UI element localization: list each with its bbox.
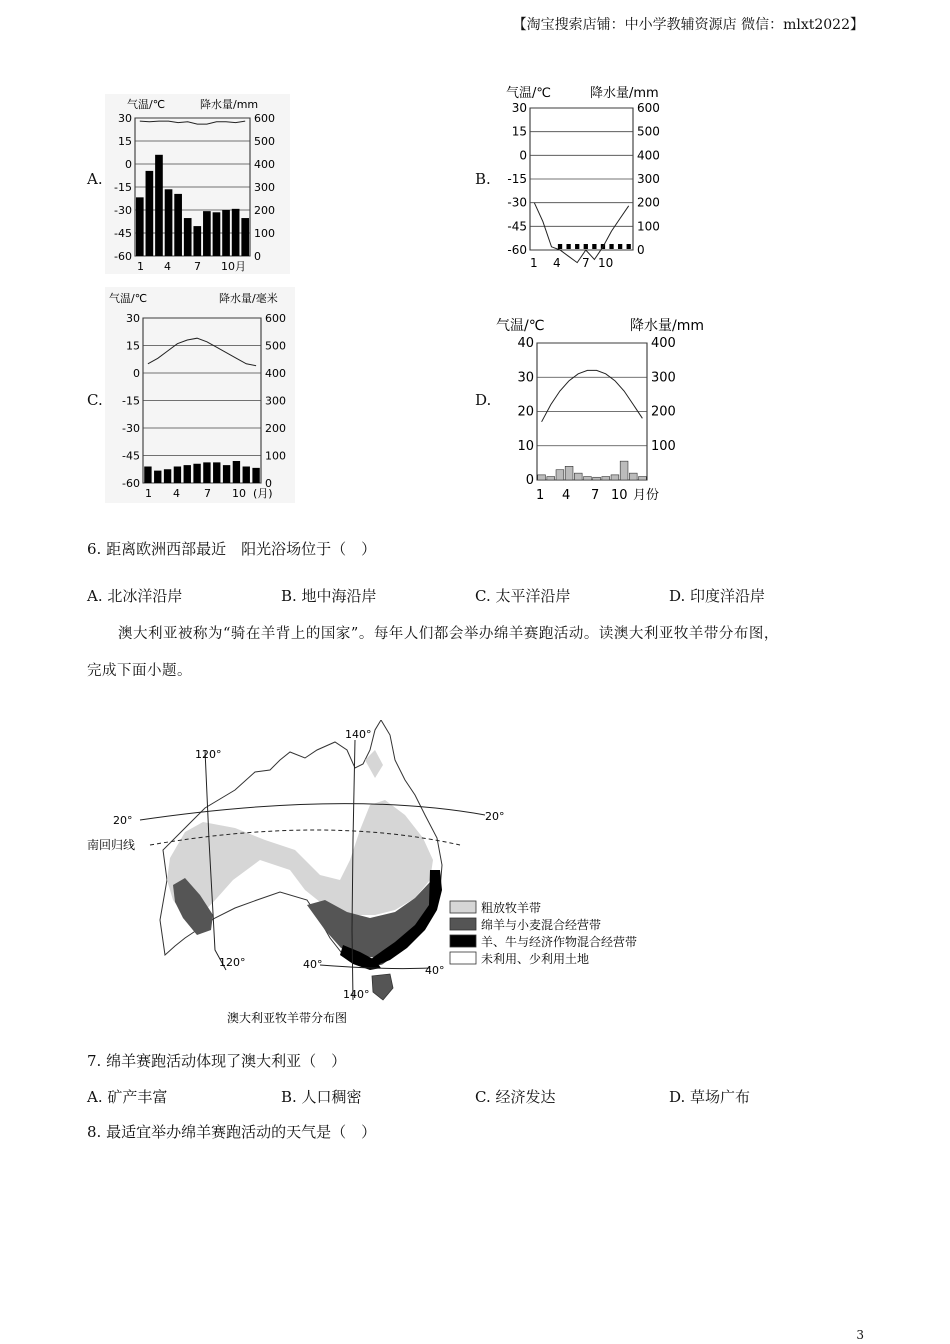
chart-c-xtick: 1 (145, 487, 152, 500)
chart-a-precip-tick: 300 (254, 181, 275, 194)
q6-option-a[interactable]: A. 北冰洋沿岸 (87, 587, 183, 605)
chart-a-temp-tick: 0 (125, 158, 132, 171)
chart-a-temp-tick: -60 (114, 250, 132, 263)
precip-bar (547, 477, 555, 480)
precip-bar (174, 467, 181, 484)
q6-option-c[interactable]: C. 太平洋沿岸 (475, 587, 571, 605)
chart-b-xtick: 7 (582, 256, 590, 270)
precip-bar (193, 226, 201, 256)
precip-bar (592, 244, 596, 249)
tropic-label: 南回归线 (87, 838, 136, 852)
legend-extensive: 粗放牧羊带 (481, 901, 542, 915)
map-label: 140° (345, 728, 372, 741)
chart-d-xtick: 4 (562, 488, 571, 503)
precip-bar (193, 464, 200, 483)
chart-b-temp-tick: 15 (511, 124, 527, 139)
legend-sheep-wheat: 绵羊与小麦混合经营带 (481, 918, 602, 932)
chart-b-temp-tick: 30 (511, 101, 527, 115)
chart-c-temp-tick: -30 (122, 422, 140, 435)
chart-a-temp-tick: -45 (114, 227, 132, 240)
chart-b-temp-tick: 0 (519, 148, 527, 163)
question-7: 7. 绵羊赛跑活动体现了澳大利亚（ ） (87, 1052, 347, 1070)
precip-bar (620, 461, 628, 480)
chart-d-precip-tick: 300 (651, 370, 676, 386)
passage-line-2: 完成下面小题。 (87, 663, 192, 679)
map-label: 120° (195, 748, 222, 761)
map-label: 40° (303, 958, 323, 971)
chart-c-xtick: 10 (232, 487, 246, 500)
question-8: 8. 最适宜举办绵羊赛跑活动的天气是（ ） (87, 1123, 377, 1141)
legend-swatch-extensive (450, 901, 476, 913)
chart-b-precip-label: 降水量/mm (590, 86, 659, 101)
precip-bar (565, 466, 573, 480)
chart-d-precip-tick: 200 (651, 404, 676, 420)
precip-bar (223, 465, 230, 483)
chart-c-precip-tick: 500 (265, 339, 286, 353)
chart-d-temp-label: 气温/℃ (496, 318, 545, 334)
precip-bar (213, 462, 220, 483)
chart-a-precip-tick: 400 (254, 158, 275, 171)
chart-c-precip-label: 降水量/毫米 (219, 292, 278, 305)
map-label: 20° (485, 810, 505, 823)
question-6: 6. 距离欧洲西部最近 阳光浴场位于（ ） (87, 540, 377, 558)
precip-bar (639, 477, 647, 480)
map-label: 140° (343, 988, 370, 1001)
precip-bar (584, 477, 592, 480)
map-label: 20° (113, 814, 133, 827)
chart-b-precip-tick: 400 (637, 148, 660, 163)
precip-bar (593, 477, 601, 480)
chart-d-xtick: 10 (611, 488, 628, 503)
chart-c-temp-tick: 30 (126, 312, 140, 325)
chart-b-temp-label: 气温/℃ (506, 86, 551, 101)
chart-b-temp-tick: -45 (507, 219, 527, 234)
legend-unused: 未利用、少利用土地 (481, 952, 590, 966)
chart-d-temp-tick: 40 (517, 336, 534, 351)
precip-bar (203, 211, 211, 256)
precip-bar (584, 244, 588, 249)
temperature-line (534, 203, 628, 263)
chart-a-xtick: 4 (164, 260, 171, 273)
precip-bar (627, 244, 631, 249)
climate-chart-d (490, 310, 720, 506)
chart-b-precip-tick: 600 (637, 101, 660, 115)
precip-bar (233, 461, 240, 483)
chart-b-xtick: 10 (598, 256, 614, 270)
precip-bar (243, 467, 250, 484)
chart-b-xtick: 1 (530, 256, 538, 270)
australia-sheep-map (85, 720, 685, 1030)
chart-c-temp-tick: 15 (126, 339, 140, 353)
precip-bar (629, 473, 637, 480)
chart-c-precip-tick: 100 (265, 449, 286, 463)
chart-b-precip-tick: 100 (637, 219, 660, 234)
chart-d-temp-tick: 10 (517, 438, 534, 454)
chart-c-temp-tick: -15 (122, 394, 140, 408)
chart-d-precip-tick: 400 (651, 336, 676, 351)
map-label: 120° (219, 956, 246, 969)
option-b-label: B. (475, 170, 491, 188)
chart-a-xtick: 1 (137, 260, 144, 273)
precip-bar (618, 244, 622, 249)
precip-bar (566, 244, 570, 249)
page-header: 【淘宝搜索店铺：中小学教辅资源店 微信：mlxt2022】 (512, 17, 864, 33)
climate-chart-c (105, 287, 295, 503)
precip-bar (609, 244, 613, 249)
precip-bar (184, 465, 191, 483)
chart-c-precip-tick: 200 (265, 422, 286, 435)
chart-c-xtick: (月) (253, 487, 273, 500)
q7-option-b[interactable]: B. 人口稠密 (281, 1088, 362, 1106)
q6-option-d[interactable]: D. 印度洋沿岸 (669, 587, 766, 605)
chart-c-precip-tick: 0 (265, 477, 272, 490)
chart-a-precip-tick: 500 (254, 135, 275, 148)
precip-bar (538, 475, 546, 480)
chart-d-xtick: 7 (591, 488, 600, 503)
chart-c-xtick: 7 (204, 487, 211, 500)
chart-a-precip-tick: 100 (254, 227, 275, 240)
chart-c-xtick: 4 (173, 487, 180, 500)
precip-bar (556, 470, 564, 480)
climate-chart-a (105, 94, 290, 274)
precip-bar (213, 212, 221, 256)
chart-d-temp-tick: 20 (517, 404, 534, 420)
chart-d-precip-label: 降水量/mm (630, 318, 704, 334)
legend-mixed: 羊、牛与经济作物混合经营带 (481, 935, 638, 949)
chart-a-precip-tick: 0 (254, 250, 261, 263)
q7-option-d[interactable]: D. 草场广布 (669, 1088, 751, 1106)
chart-c-temp-label: 气温/℃ (109, 292, 148, 305)
chart-d-temp-tick: 0 (525, 473, 534, 488)
chart-a-precip-label: 降水量/mm (200, 98, 259, 111)
chart-a-temp-tick: 15 (118, 135, 132, 148)
legend-swatch-unused (450, 952, 476, 964)
page-number: 3 (856, 1328, 864, 1342)
q7-option-c[interactable]: C. 经济发达 (475, 1088, 556, 1106)
precip-bar (164, 469, 171, 483)
precip-bar (558, 244, 562, 249)
precip-bar (232, 209, 240, 256)
chart-c-temp-tick: -45 (122, 449, 140, 463)
temperature-line (542, 370, 643, 421)
precip-bar (154, 471, 161, 483)
q7-option-a[interactable]: A. 矿产丰富 (87, 1088, 168, 1106)
precip-bar (252, 468, 259, 483)
chart-a-precip-tick: 600 (254, 112, 275, 125)
map-caption: 澳大利亚牧羊带分布图 (227, 1011, 348, 1025)
chart-b-temp-tick: -15 (507, 172, 527, 186)
precip-bar (611, 475, 619, 480)
chart-b-xtick: 4 (553, 256, 561, 270)
precip-bar (203, 462, 210, 483)
chart-a-precip-tick: 200 (254, 204, 275, 217)
chart-a-temp-tick: 30 (118, 112, 132, 125)
chart-a-xtick: 7 (194, 260, 201, 273)
chart-a-temp-label: 气温/℃ (127, 98, 166, 111)
q6-option-b[interactable]: B. 地中海沿岸 (281, 587, 377, 605)
map-label: 40° (425, 964, 445, 977)
chart-b-precip-tick: 0 (637, 243, 645, 257)
chart-c-precip-tick: 600 (265, 312, 286, 325)
chart-c-precip-tick: 300 (265, 394, 286, 408)
precip-bar (222, 210, 230, 256)
option-d-label: D. (475, 391, 492, 409)
climate-chart-b (500, 80, 675, 275)
precip-bar (575, 244, 579, 249)
chart-b-temp-tick: -60 (507, 243, 527, 257)
chart-b-precip-tick: 200 (637, 195, 660, 210)
chart-a-xtick: 10月 (221, 260, 246, 273)
precip-bar (136, 197, 144, 256)
precip-bar (165, 189, 173, 256)
chart-d-temp-tick: 30 (517, 370, 534, 386)
chart-a-temp-tick: -30 (114, 204, 132, 217)
chart-b-precip-tick: 300 (637, 172, 660, 186)
option-c-label: C. (87, 391, 103, 409)
chart-b-temp-tick: -30 (507, 195, 527, 210)
precip-bar (174, 194, 182, 256)
legend-swatch-mixed (450, 935, 476, 947)
precip-bar (144, 467, 151, 484)
chart-b-precip-tick: 500 (637, 124, 660, 139)
chart-c-temp-tick: -60 (122, 477, 140, 490)
chart-c-precip-tick: 400 (265, 367, 286, 380)
chart-a-temp-tick: -15 (114, 181, 132, 194)
precip-bar (602, 477, 610, 480)
passage-line-1: 澳大利亚被称为“骑在羊背上的国家”。每年人们都会举办绵羊赛跑活动。读澳大利亚牧羊带分布图， (118, 626, 779, 642)
chart-c-temp-tick: 0 (133, 367, 140, 380)
precip-bar (184, 218, 192, 256)
precip-bar (241, 218, 249, 256)
legend-swatch-sheep-wheat (450, 918, 476, 930)
chart-d-xtick: 月份 (633, 488, 660, 503)
precip-bar (155, 155, 163, 256)
precip-bar (146, 171, 154, 256)
precip-bar (574, 473, 582, 480)
chart-d-xtick: 1 (536, 488, 545, 503)
chart-d-precip-tick: 100 (651, 438, 676, 454)
option-a-label: A. (87, 170, 103, 188)
